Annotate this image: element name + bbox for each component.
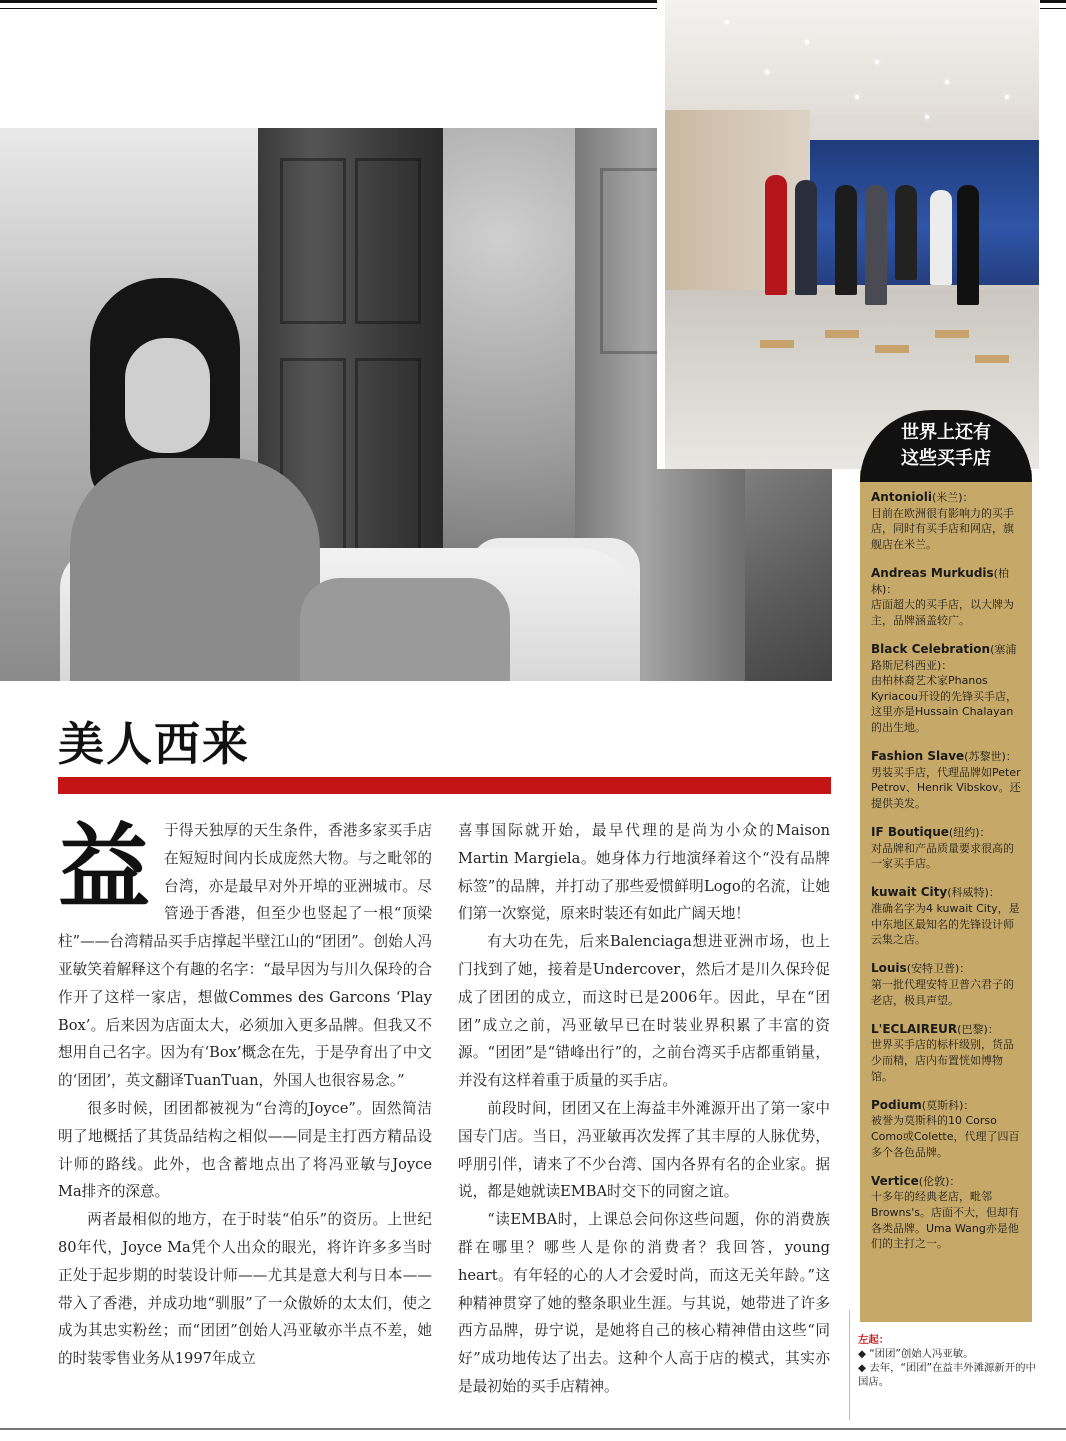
store-name: Podium	[871, 1097, 922, 1112]
store-name: Andreas Murkudis	[871, 565, 994, 580]
article-column-1	[58, 813, 432, 1373]
col1-para-3: 两者最相似的地方，在于时装“伯乐”的资历。上世纪80年代，Joyce Ma凭个人出众的眼光，将许许多多当时正处于起步期的时装设计师——尤其是意大利与日本——带入了香港，并成功地“驯服”了一众傲娇的太太们，使之成为其忠实粉丝；而“团团”创始人冯亚敏亦半点不差，她的时装零售业务从1997年成立	[58, 1211, 432, 1368]
headline-red-bar	[58, 777, 831, 794]
dropcap: 益	[58, 813, 151, 921]
sidebar-title-line-2: 这些买手店	[901, 448, 991, 469]
col2-para-2: 有大功在先，后来Balenciaga想进亚洲市场，也上门找到了她，接着是Undercover，然后才是川久保玲促成了团团的成立，而这时已是2006年。因此，早在“团团”成立之前，冯亚敏早已在时装业界积累了丰富的资源。“团团”是“错峰出行”的，之前台湾买手店都重销量，并没有这样着重于质量的买手店。	[458, 933, 830, 1090]
store-desc: 由柏林裔艺术家Phanos Kyriacou开设的先锋买手店，这里亦是Hussain Chalayan的出生地。	[871, 674, 1017, 734]
caption-label: 左起：	[858, 1334, 890, 1346]
store-location: (苏黎世)：	[964, 750, 1017, 764]
store-location: (纽约)：	[948, 826, 991, 840]
sidebar-title-line-1: 世界上还有	[901, 422, 991, 443]
store-location: (莫斯科)：	[921, 1098, 975, 1112]
sidebar-item	[871, 1022, 1023, 1084]
sidebar-item	[871, 1174, 1023, 1252]
store-location: (安特卫普)：	[906, 962, 971, 976]
store-location: (米兰)：	[931, 491, 974, 504]
store-location: (科威特)：	[947, 886, 1000, 900]
sidebar-list	[871, 490, 1023, 1265]
headline: 美人西来	[58, 717, 250, 771]
caption-line-1: ◆ “团团”创始人冯亚敏。	[858, 1348, 974, 1360]
article-column-2	[458, 817, 830, 1401]
store-desc: 准确名字为4 kuwait City，是中东地区最知名的先锋设计师云集之店。	[871, 902, 1020, 947]
sidebar-item	[871, 490, 1023, 552]
col1-para-1: 于得天独厚的天生条件，香港多家买手店在短短时间内长成庞然大物。与之毗邻的台湾，亦是最早对外开埠的亚洲城市。尽管逊于香港，但至少也竖起了一根“顶梁柱”——台湾精品买手店撑起半壁江山的“团团”。创始人冯亚敏笑着解释这个有趣的名字：“最早因为与川久保玲的合作开了这样一家店，想做Commes des Garcons ‘Play Box’。后来因为店面太大，必须加入更多品牌。但我又不想用自己名字。因为有‘Box’概念在先，于是孕育出了中文的‘团团’，英文翻译TuanTuan，外国人也很容易念。”	[58, 822, 432, 1090]
top-rule	[0, 0, 660, 3]
top-rule-right	[1040, 0, 1066, 3]
store-name: kuwait City	[871, 885, 948, 900]
store-name: L'ECLAIREUR	[871, 1021, 958, 1036]
sidebar-item	[871, 885, 1023, 947]
bottom-rule	[0, 1428, 1066, 1430]
col2-para-1: 喜事国际就开始，最早代理的是尚为小众的Maison Martin Margiela。她身体力行地演绎着这个“没有品牌标签”的品牌，并打动了那些爱惯鲜明Logo的名流，让她们第一次察觉，原来时装还有如此广阔天地！	[458, 822, 830, 923]
store-desc: 对品牌和产品质量要求很高的一家买手店。	[871, 841, 1014, 871]
col1-para-2: 很多时候，团团都被视为“台湾的Joyce”。固然简洁明了地概括了其货品结构之相似——同是主打西方精品设计师的路线。此外，也含蓄地点出了将冯亚敏与Joyce Ma排齐的深意。	[58, 1099, 432, 1201]
sidebar-title	[860, 420, 1032, 472]
store-location: (伦敦)：	[918, 1174, 961, 1188]
store-photo	[657, 0, 1039, 469]
store-desc: 男装买手店，代理品牌如Peter Petrov、Henrik Vibskov。还提供美发。	[871, 765, 1021, 810]
store-name: Black Celebration	[871, 641, 991, 656]
sidebar-item	[871, 642, 1023, 736]
store-name: Antonioli	[871, 490, 932, 504]
top-rule-right-thin	[1040, 8, 1066, 9]
store-desc: 世界买手店的标杆级别，货品少而精，店内布置恍如博物馆。	[871, 1038, 1014, 1083]
sidebar-item	[871, 1098, 1023, 1160]
store-name: IF Boutique	[871, 825, 949, 840]
store-desc: 被誉为莫斯科的10 Corso Como或Colette，代理了四百多个各色品牌。	[871, 1114, 1020, 1159]
store-desc: 第一批代理安特卫普六君子的老店，极具声望。	[871, 978, 1014, 1007]
sidebar-item	[871, 825, 1023, 872]
store-desc: 十多年的经典老店，毗邻Browns's。店面不大，但却有各类品牌。Uma Wang亦是他们的主打之一。	[871, 1190, 1020, 1251]
col2-para-4: “读EMBA时，上课总会问你这些问题，你的消费族群在哪里？哪些人是你的消费者？我回答，young heart。有年轻的心的人才会爱时尚，而这无关年龄。”这种精神贯穿了她的整条职业生涯。与其说，她带进了许多西方品牌，毋宁说，是她将自己的核心精神借由这些“同好”成功地传达了出去。这种个人高于店的模式，其实亦是最初始的买手店精神。	[458, 1211, 830, 1395]
store-name: Vertice	[871, 1173, 919, 1188]
caption-line-2: ◆ 去年，“团团”在益丰外滩源新开的中国店。	[858, 1362, 1036, 1388]
store-name: Fashion Slave	[871, 749, 965, 764]
store-location: (巴黎)：	[957, 1022, 999, 1036]
store-location: (塞浦路斯尼科西亚)：	[871, 642, 1017, 672]
sidebar-item	[871, 961, 1023, 1008]
top-rule-thin	[0, 8, 660, 9]
sidebar-item	[871, 749, 1023, 811]
store-desc: 目前在欧洲很有影响力的买手店，同时有买手店和网店，旗舰店在米兰。	[871, 506, 1014, 551]
store-location: (柏林)：	[871, 566, 1009, 596]
column-divider	[849, 1310, 850, 1420]
store-name: Louis	[871, 961, 907, 976]
sidebar-item	[871, 566, 1023, 628]
store-desc: 店面超大的买手店，以大牌为主，品牌涵盖较广。	[871, 598, 1014, 627]
col2-para-3: 前段时间，团团又在上海益丰外滩源开出了第一家中国专门店。当日，冯亚敏再次发挥了其丰厚的人脉优势，呼朋引伴，请来了不少台湾、国内各界有名的企业家。据说，都是她就读EMBA时交下的同窗之谊。	[458, 1099, 830, 1201]
photo-caption	[858, 1333, 1038, 1389]
